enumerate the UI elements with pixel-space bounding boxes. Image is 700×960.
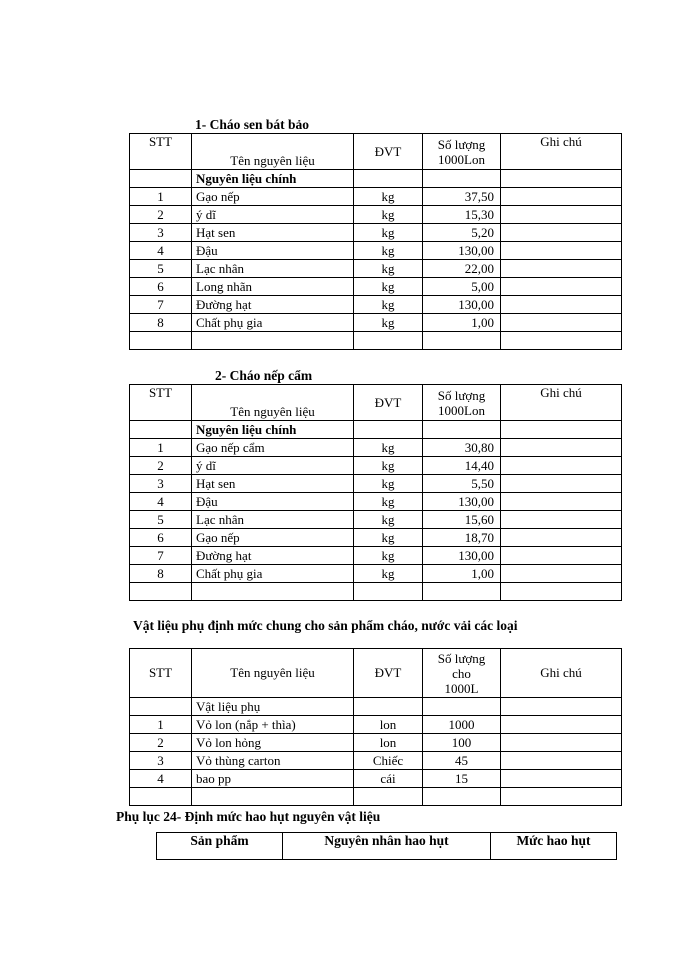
row-stt: 2: [130, 457, 192, 475]
row-quantity: 130,00: [423, 547, 501, 565]
section2-table: [129, 384, 622, 601]
table-row: [130, 439, 622, 457]
table-row: [130, 188, 622, 206]
group-row: [130, 698, 622, 716]
table-row: [130, 493, 622, 511]
row-name: Gạo nếp cẩm: [192, 439, 354, 457]
table-row: [130, 529, 622, 547]
row-name: Gạo nếp: [192, 188, 354, 206]
row-quantity: 1000: [423, 716, 501, 734]
section3-title: Vật liệu phụ định mức chung cho sản phẩm cháo, nước vải các loại: [133, 618, 518, 633]
row-name: Hạt sen: [192, 224, 354, 242]
row-unit: kg: [354, 529, 423, 547]
row-quantity: 37,50: [423, 188, 501, 206]
table-row: [130, 224, 622, 242]
row-quantity: 18,70: [423, 529, 501, 547]
table-row: [130, 752, 622, 770]
table-row: [130, 242, 622, 260]
row-stt: 2: [130, 734, 192, 752]
header-note: Ghi chú: [501, 385, 622, 421]
row-note: [501, 752, 622, 770]
row-unit: kg: [354, 314, 423, 332]
row-unit: kg: [354, 475, 423, 493]
row-unit: kg: [354, 242, 423, 260]
section2-title: 2- Cháo nếp cẩm: [215, 368, 313, 383]
row-name: Vỏ lon (nắp + thìa): [192, 716, 354, 734]
table-row: [130, 475, 622, 493]
row-stt: 7: [130, 296, 192, 314]
table-row: [130, 206, 622, 224]
row-note: [501, 206, 622, 224]
group-label: Nguyên liệu chính: [192, 170, 354, 188]
table-row: [130, 296, 622, 314]
row-stt: 3: [130, 752, 192, 770]
row-quantity: 1,00: [423, 314, 501, 332]
row-quantity: 5,20: [423, 224, 501, 242]
row-unit: kg: [354, 547, 423, 565]
row-unit: kg: [354, 439, 423, 457]
row-note: [501, 529, 622, 547]
appendix-table: [156, 832, 617, 860]
row-name: ý dĩ: [192, 206, 354, 224]
table-row: [130, 734, 622, 752]
header-row: [130, 649, 622, 698]
row-note: [501, 493, 622, 511]
header-row: [130, 134, 622, 170]
header-quantity: Số lượng 1000Lon: [423, 134, 501, 170]
row-name: bao pp: [192, 770, 354, 788]
section3-table: [129, 648, 622, 806]
row-note: [501, 511, 622, 529]
row-quantity: 15,30: [423, 206, 501, 224]
group-label: Nguyên liệu chính: [192, 421, 354, 439]
row-stt: 5: [130, 511, 192, 529]
header-row: [157, 833, 617, 860]
table-row: [130, 716, 622, 734]
appendix-title: Phụ lục 24- Định mức hao hụt nguyên vật liệu: [116, 809, 381, 824]
row-quantity: 5,50: [423, 475, 501, 493]
row-note: [501, 734, 622, 752]
table-row: [130, 511, 622, 529]
empty-row: [130, 788, 622, 806]
header-stt: STT: [130, 134, 192, 170]
row-unit: lon: [354, 716, 423, 734]
row-name: Vỏ lon hỏng: [192, 734, 354, 752]
row-name: Gạo nếp: [192, 529, 354, 547]
empty-row: [130, 583, 622, 601]
row-quantity: 14,40: [423, 457, 501, 475]
header-level: Mức hao hụt: [491, 833, 617, 860]
row-stt: 4: [130, 770, 192, 788]
row-note: [501, 188, 622, 206]
row-name: Long nhãn: [192, 278, 354, 296]
table-row: [130, 547, 622, 565]
row-unit: kg: [354, 206, 423, 224]
row-name: Đậu: [192, 493, 354, 511]
row-note: [501, 314, 622, 332]
row-quantity: 15: [423, 770, 501, 788]
row-note: [501, 260, 622, 278]
row-name: Hạt sen: [192, 475, 354, 493]
row-note: [501, 565, 622, 583]
row-note: [501, 457, 622, 475]
header-stt: STT: [130, 385, 192, 421]
row-stt: 6: [130, 529, 192, 547]
row-name: Đậu: [192, 242, 354, 260]
header-cause: Nguyên nhân hao hụt: [283, 833, 491, 860]
row-unit: Chiếc: [354, 752, 423, 770]
row-name: ý dĩ: [192, 457, 354, 475]
row-name: Lạc nhân: [192, 260, 354, 278]
header-name: Tên nguyên liệu: [192, 134, 354, 170]
row-unit: kg: [354, 188, 423, 206]
row-stt: 1: [130, 439, 192, 457]
table-row: [130, 457, 622, 475]
row-note: [501, 547, 622, 565]
row-stt: 1: [130, 188, 192, 206]
row-stt: 7: [130, 547, 192, 565]
row-quantity: 100: [423, 734, 501, 752]
row-unit: kg: [354, 260, 423, 278]
row-quantity: 30,80: [423, 439, 501, 457]
row-note: [501, 475, 622, 493]
header-name: Tên nguyên liệu: [192, 649, 354, 698]
row-quantity: 130,00: [423, 296, 501, 314]
row-quantity: 130,00: [423, 242, 501, 260]
row-note: [501, 439, 622, 457]
row-unit: kg: [354, 511, 423, 529]
row-name: Chất phụ gia: [192, 565, 354, 583]
empty-row: [130, 332, 622, 350]
row-note: [501, 242, 622, 260]
row-name: Vỏ thùng carton: [192, 752, 354, 770]
header-quantity: Số lượng cho 1000L: [423, 649, 501, 698]
row-quantity: 130,00: [423, 493, 501, 511]
table-row: [130, 314, 622, 332]
row-unit: kg: [354, 493, 423, 511]
row-quantity: 1,00: [423, 565, 501, 583]
row-note: [501, 716, 622, 734]
row-name: Đường hạt: [192, 296, 354, 314]
header-name: Tên nguyên liệu: [192, 385, 354, 421]
row-unit: kg: [354, 565, 423, 583]
header-stt: STT: [130, 649, 192, 698]
row-unit: lon: [354, 734, 423, 752]
row-name: Đường hạt: [192, 547, 354, 565]
row-unit: kg: [354, 278, 423, 296]
row-note: [501, 296, 622, 314]
table-row: [130, 770, 622, 788]
header-unit: ĐVT: [354, 134, 423, 170]
header-unit: ĐVT: [354, 649, 423, 698]
row-stt: 4: [130, 493, 192, 511]
section1-table: [129, 133, 622, 350]
row-stt: 3: [130, 224, 192, 242]
row-stt: 1: [130, 716, 192, 734]
row-note: [501, 770, 622, 788]
header-quantity: Số lượng 1000Lon: [423, 385, 501, 421]
group-row: [130, 421, 622, 439]
row-stt: 5: [130, 260, 192, 278]
row-unit: cái: [354, 770, 423, 788]
row-stt: 8: [130, 314, 192, 332]
table-row: [130, 278, 622, 296]
row-quantity: 22,00: [423, 260, 501, 278]
row-stt: 4: [130, 242, 192, 260]
row-quantity: 15,60: [423, 511, 501, 529]
table-row: [130, 260, 622, 278]
group-label: Vật liệu phụ: [192, 698, 354, 716]
header-unit: ĐVT: [354, 385, 423, 421]
row-stt: 2: [130, 206, 192, 224]
row-stt: 8: [130, 565, 192, 583]
row-unit: kg: [354, 224, 423, 242]
row-note: [501, 278, 622, 296]
header-row: [130, 385, 622, 421]
row-quantity: 5,00: [423, 278, 501, 296]
row-stt: 3: [130, 475, 192, 493]
header-note: Ghi chú: [501, 649, 622, 698]
row-name: Lạc nhân: [192, 511, 354, 529]
row-unit: kg: [354, 457, 423, 475]
row-quantity: 45: [423, 752, 501, 770]
row-note: [501, 224, 622, 242]
row-unit: kg: [354, 296, 423, 314]
group-row: [130, 170, 622, 188]
header-note: Ghi chú: [501, 134, 622, 170]
table-row: [130, 565, 622, 583]
row-stt: 6: [130, 278, 192, 296]
header-product: Sản phẩm: [157, 833, 283, 860]
section1-title: 1- Cháo sen bát bảo: [195, 117, 310, 132]
row-name: Chất phụ gia: [192, 314, 354, 332]
